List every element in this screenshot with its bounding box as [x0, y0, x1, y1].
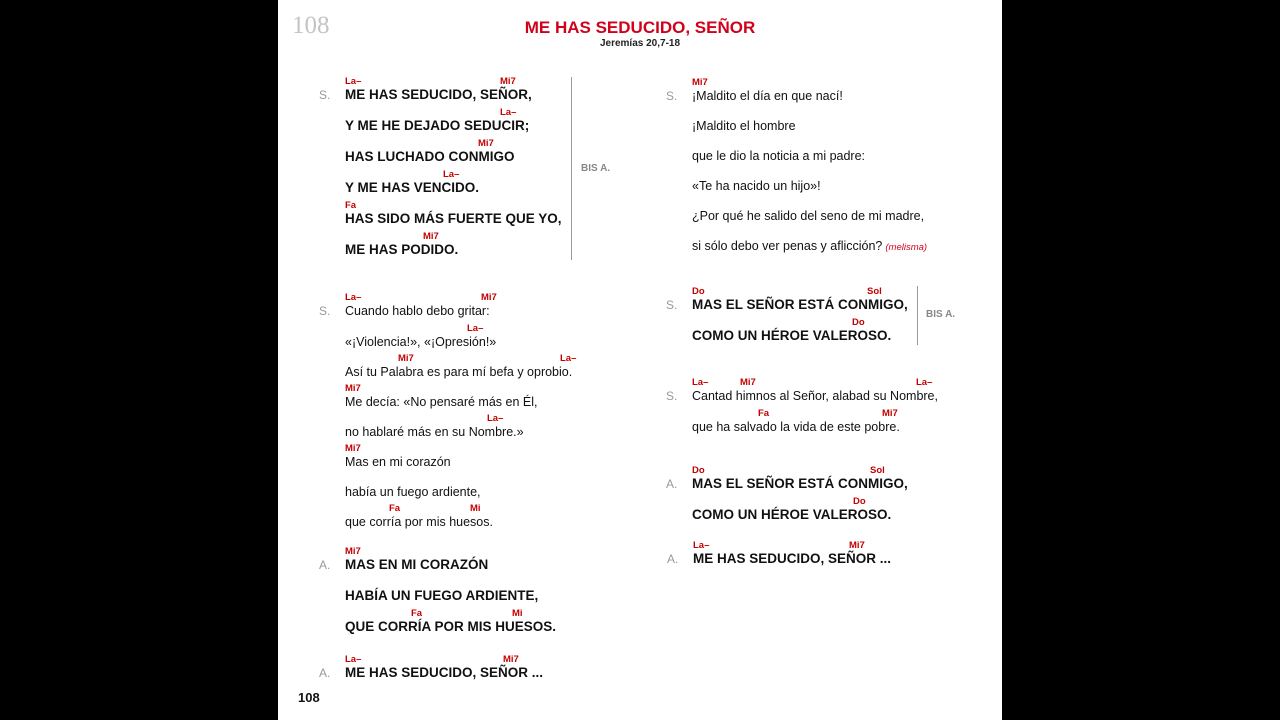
singer-label: A. [319, 666, 331, 680]
chord: Mi7 [740, 377, 756, 388]
chord: Mi7 [481, 292, 497, 303]
chord: Fa [758, 408, 770, 419]
lyric-text: HAS LUCHADO CONMIGO [345, 149, 515, 164]
chord: Mi [512, 608, 523, 619]
lyric-text: Cantad himnos al Señor, alabad su Nombre, [692, 389, 938, 403]
chord: La– [692, 377, 709, 388]
chord: Mi7 [478, 138, 494, 149]
chord: Sol [867, 286, 882, 297]
lyric-text: QUE CORRÍA POR MIS HUESOS. [345, 619, 557, 634]
lyric-text: Y ME HAS VENCIDO. [345, 180, 480, 195]
lyric-text: ME HAS SEDUCIDO, SEÑOR ... [345, 665, 544, 680]
chord: Do [692, 465, 705, 476]
chord: La– [693, 540, 710, 551]
lyric-text: ¡Maldito el hombre [692, 119, 796, 133]
lyric-text: que le dio la noticia a mi padre: [692, 149, 866, 163]
chord: Do [852, 317, 865, 328]
chord: Mi [470, 503, 481, 514]
chord: La– [345, 654, 362, 665]
lyric-text: COMO UN HÉROE VALEROSO. [692, 507, 892, 522]
song-reference: Jeremías 20,7-18 [599, 38, 681, 49]
lyric-text: ¿Por qué he salido del seno de mi madre, [692, 209, 925, 223]
chord: Mi7 [849, 540, 865, 551]
chord: Mi7 [345, 546, 361, 557]
chord: La– [467, 323, 484, 334]
lyric-text: Y ME HE DEJADO SEDUCIR; [345, 118, 530, 133]
melisma-note: (melisma) [885, 242, 928, 253]
lyric-text: Así tu Palabra es para mí befa y oprobio. [345, 365, 573, 379]
lyric-text: «¡Violencia!», «¡Opresión!» [345, 335, 497, 349]
chord: La– [443, 169, 460, 180]
singer-label: S. [666, 389, 678, 403]
song-title: ME HAS SEDUCIDO, SEÑOR [524, 18, 756, 37]
chord: La– [345, 292, 362, 303]
lyric-text: que ha salvado la vida de este pobre. [692, 420, 900, 434]
chord: Mi7 [345, 383, 361, 394]
page-number-bottom: 108 [298, 690, 320, 705]
chord: Do [853, 496, 866, 507]
songbook-page [278, 0, 1002, 720]
chord: Mi7 [398, 353, 414, 364]
bis-label: BIS A. [926, 309, 956, 320]
lyric-text: no hablaré más en su Nombre.» [345, 425, 524, 439]
bis-label: BIS A. [581, 163, 611, 174]
chord: La– [560, 353, 577, 364]
chord: Fa [411, 608, 423, 619]
singer-label: A. [667, 552, 679, 566]
lyric-text: Cuando hablo debo gritar: [345, 304, 490, 318]
chord: Mi7 [423, 231, 439, 242]
lyric-text-main: si sólo debo ver penas y aflicción? [692, 239, 883, 253]
chord: Fa [345, 200, 357, 211]
singer-label: S. [319, 88, 331, 102]
lyric-text: había un fuego ardiente, [345, 485, 481, 499]
chord: Mi7 [882, 408, 898, 419]
lyric-text: MAS EN MI CORAZÓN [345, 557, 489, 572]
chord: La– [345, 76, 362, 87]
lyric-text: COMO UN HÉROE VALEROSO. [692, 328, 892, 343]
singer-label: S. [319, 304, 331, 318]
chord: La– [487, 413, 504, 424]
chord: Do [692, 286, 705, 297]
lyric-text: ME HAS PODIDO. [345, 242, 459, 257]
chord: Mi7 [692, 77, 708, 88]
lyric-text: HAS SIDO MÁS FUERTE QUE YO, [345, 211, 562, 226]
chord: Mi7 [503, 654, 519, 665]
bis-bracket [571, 77, 572, 260]
lyric-text: ME HAS SEDUCIDO, SEÑOR ... [693, 551, 892, 566]
chord: Mi7 [500, 76, 516, 87]
bis-bracket [917, 286, 918, 345]
lyric-text: que corría por mis huesos. [345, 515, 493, 529]
lyric-text: Me decía: «No pensaré más en Él, [345, 395, 538, 409]
lyric-text: ME HAS SEDUCIDO, SEÑOR, [345, 87, 532, 102]
chord: Fa [389, 503, 401, 514]
lyric-text [692, 239, 927, 253]
chord: Mi7 [345, 443, 361, 454]
page-number-top: 108 [292, 12, 330, 39]
singer-label: S. [666, 298, 678, 312]
chord: La– [500, 107, 517, 118]
chord: La– [916, 377, 933, 388]
singer-label: A. [666, 477, 678, 491]
chord: Sol [870, 465, 885, 476]
lyric-text: HABÍA UN FUEGO ARDIENTE, [345, 588, 539, 603]
lyric-text: Mas en mi corazón [345, 455, 451, 469]
singer-label: A. [319, 558, 331, 572]
lyric-text: ¡Maldito el día en que nací! [692, 89, 843, 103]
singer-label: S. [666, 89, 678, 103]
lyric-text: MAS EL SEÑOR ESTÁ CONMIGO, [692, 476, 908, 491]
lyric-text: «Te ha nacido un hijo»! [692, 179, 821, 193]
lyric-text: MAS EL SEÑOR ESTÁ CONMIGO, [692, 297, 908, 312]
